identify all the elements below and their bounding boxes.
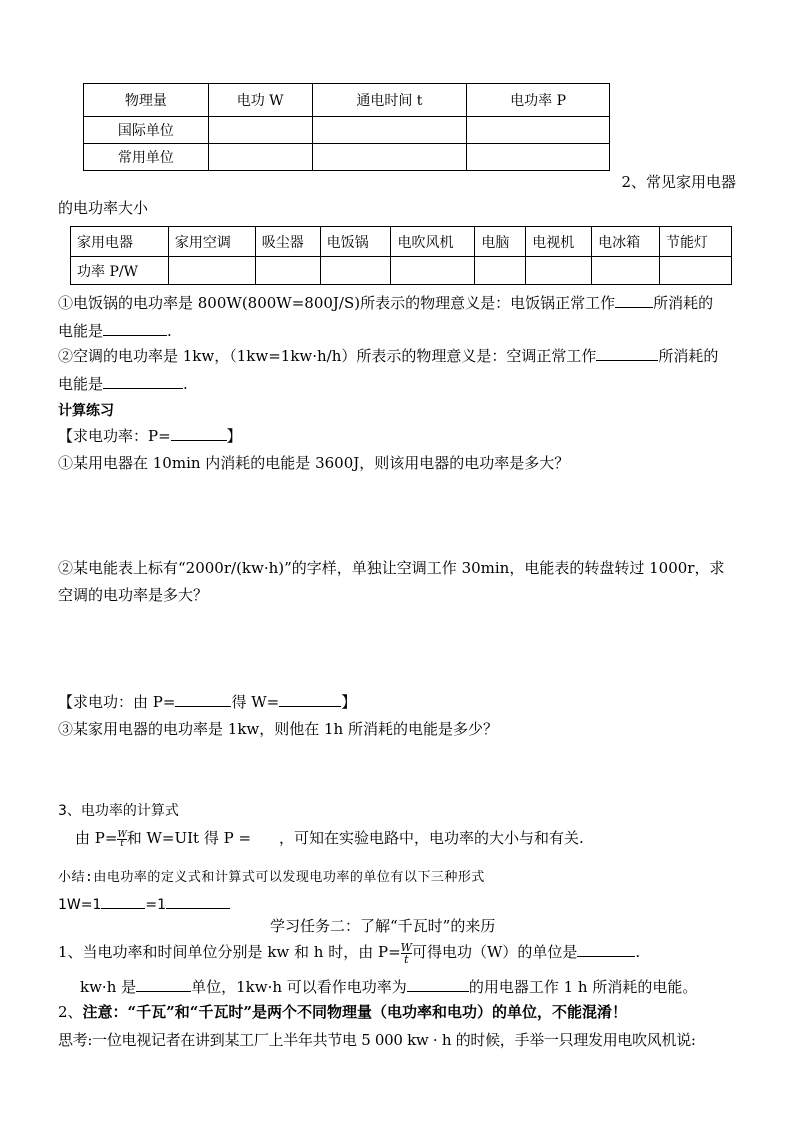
cell-blank[interactable] xyxy=(467,117,610,144)
section2-heading-part1: 2、常见家用电器 xyxy=(621,173,736,191)
task2-item1-line2 xyxy=(80,976,697,997)
unit-text: 1W=1 xyxy=(58,897,102,913)
header-time: 通电时间 t xyxy=(312,84,467,117)
calc-question-2-line2: 空调的电功率是多大？ xyxy=(58,586,209,604)
units-table xyxy=(83,83,610,171)
appliance-lamp: 节能灯 xyxy=(660,227,732,257)
answer-blank[interactable] xyxy=(103,374,183,389)
answer-blank[interactable] xyxy=(596,346,658,361)
item-text: kw·h 是 xyxy=(80,978,137,996)
question-text: ②空调的电功率是 1kw，（1kw=1kw·h/h）所表示的物理意义是：空调正常工作 xyxy=(58,347,597,365)
task2-title: 学习任务二：了解“千瓦时”的来历 xyxy=(270,917,496,935)
cell-blank[interactable] xyxy=(255,257,320,285)
power-label: 功率 P/W xyxy=(71,257,169,285)
warning-note: 注意：“千瓦”和“千瓦时”是两个不同物理量（电功率和电功）的单位，不能混淆！ xyxy=(82,1003,628,1021)
prompt-text: 】 xyxy=(226,427,242,445)
aircon-question-line2: 电能是 . xyxy=(58,375,188,393)
answer-blank[interactable] xyxy=(103,321,167,336)
rice-cooker-question-line1 xyxy=(58,292,713,313)
header-power: 电功率 P xyxy=(467,84,610,117)
formula-text: 由 P= xyxy=(75,829,118,847)
question-text: ①电饭锅的电功率是 800W(800W=800J/S)所表示的物理意义是：电饭锅正常工作 xyxy=(58,294,616,312)
power-formula-line xyxy=(75,827,584,848)
think-question: 思考:一位电视记者在讲到某工厂上半年共节电 5 000 kw · h 的时候，手举一只理发用电吹风机说: xyxy=(58,1031,696,1049)
find-work-prompt xyxy=(58,691,356,712)
aircon-question-line1 xyxy=(58,345,718,366)
row-si-unit: 国际单位 xyxy=(84,117,209,144)
answer-blank[interactable] xyxy=(615,293,653,308)
prompt-text: 】 xyxy=(341,693,357,711)
cell-blank[interactable] xyxy=(526,257,592,285)
appliance-vacuum: 吸尘器 xyxy=(255,227,320,257)
section2-heading-part2: 的电功率大小 xyxy=(58,199,149,217)
prompt-text: 【求电功率：P= xyxy=(58,427,171,445)
appliance-hair-dryer: 电吹风机 xyxy=(391,227,475,257)
task2-item2 xyxy=(58,1001,627,1022)
appliance-rice-cooker: 电饭锅 xyxy=(320,227,391,257)
formula-text: ，可知在实验电路中，电功率的大小与和有关. xyxy=(279,829,584,847)
appliance-fridge: 电冰箱 xyxy=(592,227,660,257)
answer-blank[interactable] xyxy=(101,894,145,909)
question-text: 所消耗的 xyxy=(653,294,714,312)
prompt-text: 【求电功：由 P= xyxy=(58,693,176,711)
w-over-t-fraction: $\frac{W}{t}$ xyxy=(117,829,127,849)
prompt-text: 得 W= xyxy=(231,693,280,711)
appliance-label: 家用电器 xyxy=(71,227,169,257)
unit-forms-line xyxy=(58,894,230,913)
cell-blank[interactable] xyxy=(592,257,660,285)
question-text: 所消耗的 xyxy=(658,347,719,365)
calc-question-2-line1: ②某电能表上标有“2000r/(kw·h)”的字样，单独让空调工作 30min，电能表的转盘转过 1000r，求 xyxy=(58,559,725,577)
cell-blank[interactable] xyxy=(208,144,312,171)
formula-text: 和 W=UIt 得 P = xyxy=(126,829,252,847)
item-text: . xyxy=(635,943,641,961)
answer-blank[interactable] xyxy=(175,692,231,707)
cell-blank[interactable] xyxy=(467,144,610,171)
question-text: 电能是 xyxy=(58,322,104,340)
cell-blank[interactable] xyxy=(312,144,467,171)
header-quantity: 物理量 xyxy=(84,84,209,117)
cell-blank[interactable] xyxy=(475,257,526,285)
item-text: 1、当电功率和时间单位分别是 kw 和 h 时，由 P= xyxy=(58,943,401,961)
answer-blank[interactable] xyxy=(166,894,230,909)
unit-text: =1 xyxy=(145,897,167,913)
rice-cooker-question-line2: 电能是 . xyxy=(58,322,172,340)
answer-blank[interactable] xyxy=(407,977,469,992)
question-text: 电能是 xyxy=(58,375,104,393)
calc-practice-title: 计算练习 xyxy=(58,403,114,419)
cell-blank[interactable] xyxy=(168,257,255,285)
item-text: 2、 xyxy=(58,1003,83,1021)
answer-blank[interactable] xyxy=(577,942,635,957)
section3-heading: 3、电功率的计算式 xyxy=(58,803,179,819)
appliance-tv: 电视机 xyxy=(526,227,592,257)
appliance-aircon: 家用空调 xyxy=(168,227,255,257)
cell-blank[interactable] xyxy=(391,257,475,285)
find-power-prompt xyxy=(58,425,242,446)
calc-question-3: ③某家用电器的电功率是 1kw，则他在 1h 所消耗的电能是多少？ xyxy=(58,720,498,738)
item-text: 可得电功（W）的单位是 xyxy=(411,943,578,961)
calc-question-1: ①某用电器在 10min 内消耗的电能是 3600J，则该用电器的电功率是多大？ xyxy=(58,454,570,472)
appliance-computer: 电脑 xyxy=(475,227,526,257)
item-text: 单位，1kw·h 可以看作电功率为 xyxy=(191,978,407,996)
cell-blank[interactable] xyxy=(208,117,312,144)
summary-note: 小结:由电功率的定义式和计算式可以发现电功率的单位有以下三种形式 xyxy=(58,870,485,885)
answer-blank[interactable] xyxy=(136,977,191,992)
task2-item1-line1 xyxy=(58,941,640,965)
header-work: 电功 W xyxy=(208,84,312,117)
appliance-power-table xyxy=(70,226,732,285)
answer-blank[interactable] xyxy=(171,426,227,441)
cell-blank[interactable] xyxy=(660,257,732,285)
row-common-unit: 常用单位 xyxy=(84,144,209,171)
cell-blank[interactable] xyxy=(320,257,391,285)
answer-blank[interactable] xyxy=(279,692,341,707)
w-over-t-fraction: $\frac{W}{t}$ xyxy=(400,940,412,966)
cell-blank[interactable] xyxy=(312,117,467,144)
item-text: 的用电器工作 1 h 所消耗的电能。 xyxy=(468,978,698,996)
